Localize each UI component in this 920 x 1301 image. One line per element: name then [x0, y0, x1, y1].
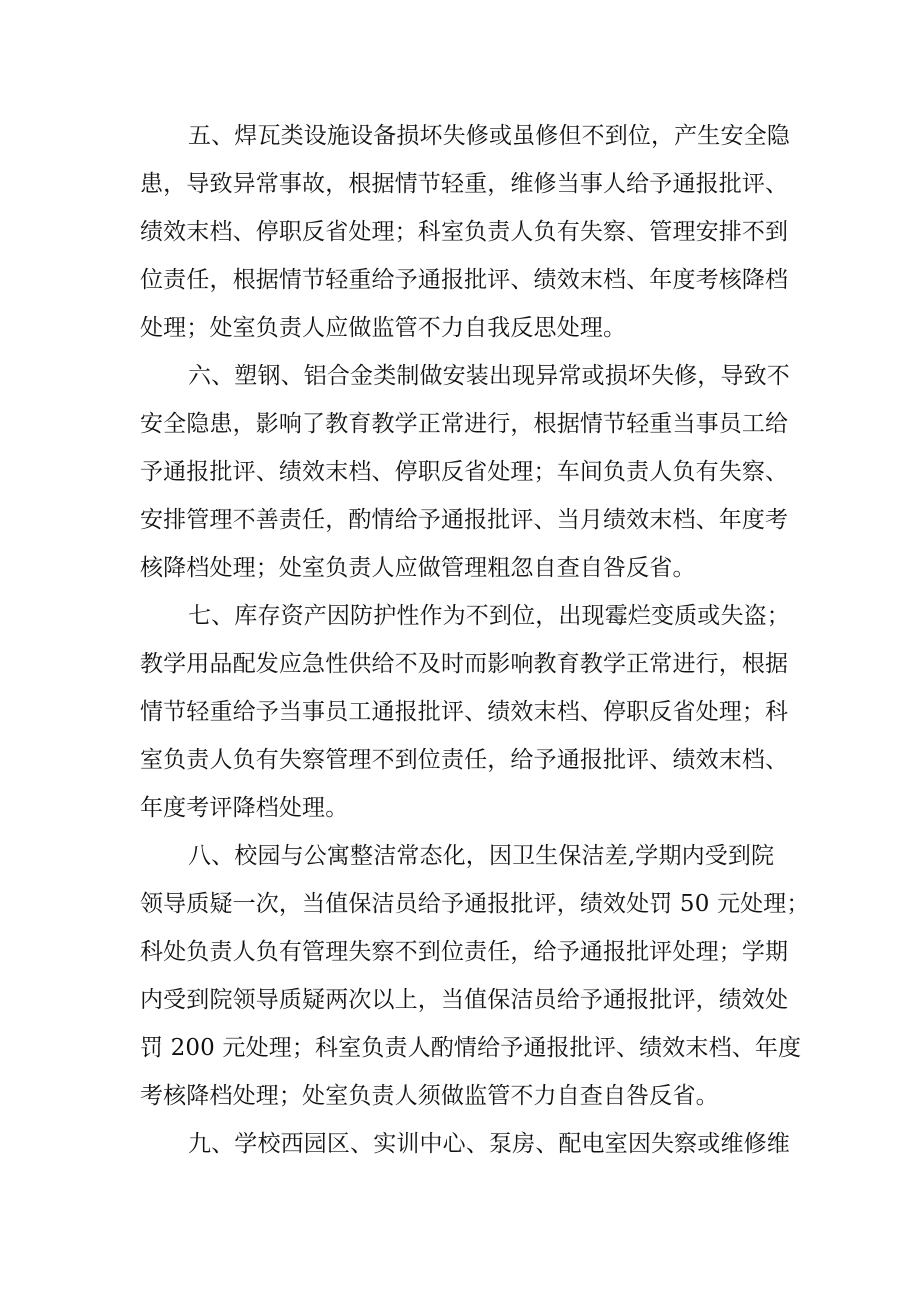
paragraph-line: 绩效末档、停职反省处理；科室负责人负有失察、管理安排不到	[140, 219, 789, 245]
paragraph-line: 位责任，根据情节轻重给予通报批评、绩效末档、年度考核降档	[140, 267, 789, 293]
paragraph-line: 科处负责人负有管理失察不到位责任，给予通报批评处理；学期	[140, 939, 789, 965]
paragraph-line: 年度考评降档处理。	[140, 795, 349, 821]
paragraph-line: 九、学校西园区、实训中心、泵房、配电室因失察或维修维	[188, 1131, 790, 1157]
paragraph-line: 核降档处理；处室负责人应做管理粗忽自查自咎反省。	[140, 555, 696, 581]
paragraph-line: 安全隐患，影响了教育教学正常进行，根据情节轻重当事员工给	[140, 411, 789, 437]
paragraph-line: 予通报批评、绩效末档、停职反省处理；车间负责人负有失察、	[140, 459, 789, 485]
paragraph-line: 七、库存资产因防护性作为不到位，出现霉烂变质或失盗；	[188, 603, 790, 629]
paragraph-line: 六、塑钢、铝合金类制做安装出现异常或损坏失修，导致不	[188, 363, 790, 389]
paragraph-line: 患，导致异常事故，根据情节轻重，维修当事人给予通报批评、	[140, 171, 789, 197]
paragraph-line: 教学用品配发应急性供给不及时而影响教育教学正常进行，根据	[140, 651, 789, 677]
paragraph-line: 室负责人负有失察管理不到位责任，给予通报批评、绩效末档、	[140, 747, 789, 773]
paragraph-line: 安排管理不善责任，酌情给予通报批评、当月绩效末档、年度考	[140, 507, 789, 533]
paragraph-line: 五、焊瓦类设施设备损坏失修或虽修但不到位，产生安全隐	[188, 123, 790, 149]
paragraph-8	[140, 832, 810, 1120]
document-page	[140, 112, 810, 1168]
paragraph-line: 情节轻重给予当事员工通报批评、绩效末档、停职反省处理；科	[140, 699, 789, 725]
paragraph-line: 罚 200 元处理；科室负责人酌情给予通报批评、绩效末档、年度	[140, 1035, 802, 1061]
paragraph-7	[140, 592, 800, 832]
paragraph-line: 内受到院领导质疑两次以上，当值保洁员给予通报批评，绩效处	[140, 987, 789, 1013]
paragraph-5	[140, 112, 800, 352]
paragraph-line: 处理；处室负责人应做监管不力自我反思处理。	[140, 315, 627, 341]
paragraph-9	[140, 1120, 800, 1168]
paragraph-line: 考核降档处理；处室负责人须做监管不力自查自咎反省。	[140, 1083, 719, 1109]
paragraph-line: 领导质疑一次，当值保洁员给予通报批评，绩效处罚 50 元处理；	[140, 891, 810, 917]
paragraph-6	[140, 352, 800, 592]
paragraph-line: 八、校园与公寓整洁常态化，因卫生保洁差,学期内受到院	[188, 843, 775, 869]
